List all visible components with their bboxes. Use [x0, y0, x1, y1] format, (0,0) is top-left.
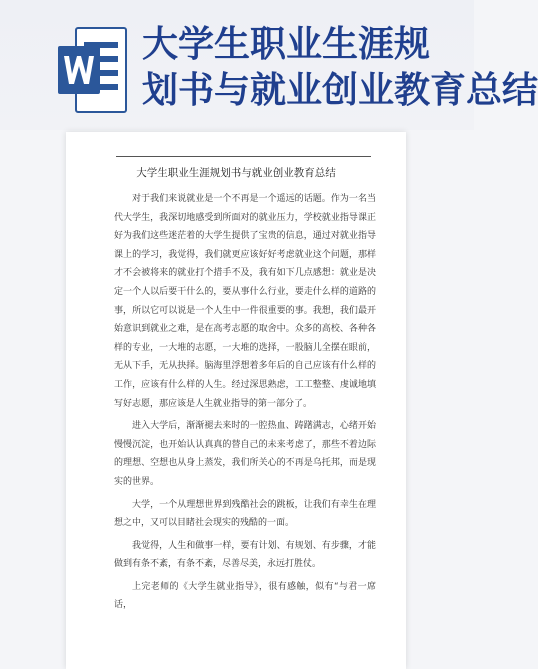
paragraph-3: 大学，一个从理想世界到残酷社会的跳板，让我们有幸生在理想之中，又可以目睹社会现实的残酷的一面。 — [114, 499, 376, 529]
banner — [0, 0, 538, 130]
document-page — [66, 132, 406, 669]
banner-title — [142, 22, 538, 114]
paragraph-5: 上完老师的《大学生就业指导》，很有感触，似有“与君一席话， — [114, 581, 376, 611]
paragraph-4: 我觉得，人生和做事一样，要有计划、有规划、有步骤，才能做到有条不紊，有条不紊，尽善尽美，永远打胜仗。 — [114, 540, 376, 570]
document-title: 大学生职业生涯规划书与就业创业教育总结 — [136, 167, 336, 179]
banner-title-line2: 划书与就业创业教育总结 — [142, 70, 538, 111]
banner-title-line1: 大学生职业生涯规 — [142, 24, 431, 65]
word-document-icon — [58, 28, 126, 112]
document-body — [114, 190, 376, 619]
paragraph-1: 对于我们来说就业是一个不再是一个遥远的话题。作为一名当代大学生，我深切地感受到所面对的就业压力，学校就业指导课正好为我们这些迷茫着的大学生提供了宝贵的信息，通过对就业指导课上的学习，我觉得，我们就更应该好好考虑就业这个问题，那样才不会被将来的就业打个措手不及，我有如下几点感想：就业是决定一个人以后要干什么的，要从事什么行业，要走什么样的道路的事，所以它可以说是一个人生中一件很重要的事。我想，我们最开始意识到就业之难，是在高考志愿的取舍中。众多的高校、各种各样的专业，一大堆的志愿，一大堆的选择，一股脑儿全摆在眼前，无从下手，无从抉择。脑海里浮想着多年后的自己应该有什么样的工作，应该有什么样的人生。经过深思熟虑，工工整整、虔诚地填写好志愿，那应该是人生就业指导的第一部分了。 — [114, 194, 376, 409]
paragraph-2: 进入大学后，渐渐褪去来时的一腔热血、踌躇满志，心绪开始慢慢沉淀，也开始认认真真的替自己的未来考虑了，那些不着边际的理想、空想也从身上蒸发，我们所关心的不再是乌托邦，而是现实的世界。 — [114, 421, 376, 487]
header-rule — [116, 156, 371, 157]
